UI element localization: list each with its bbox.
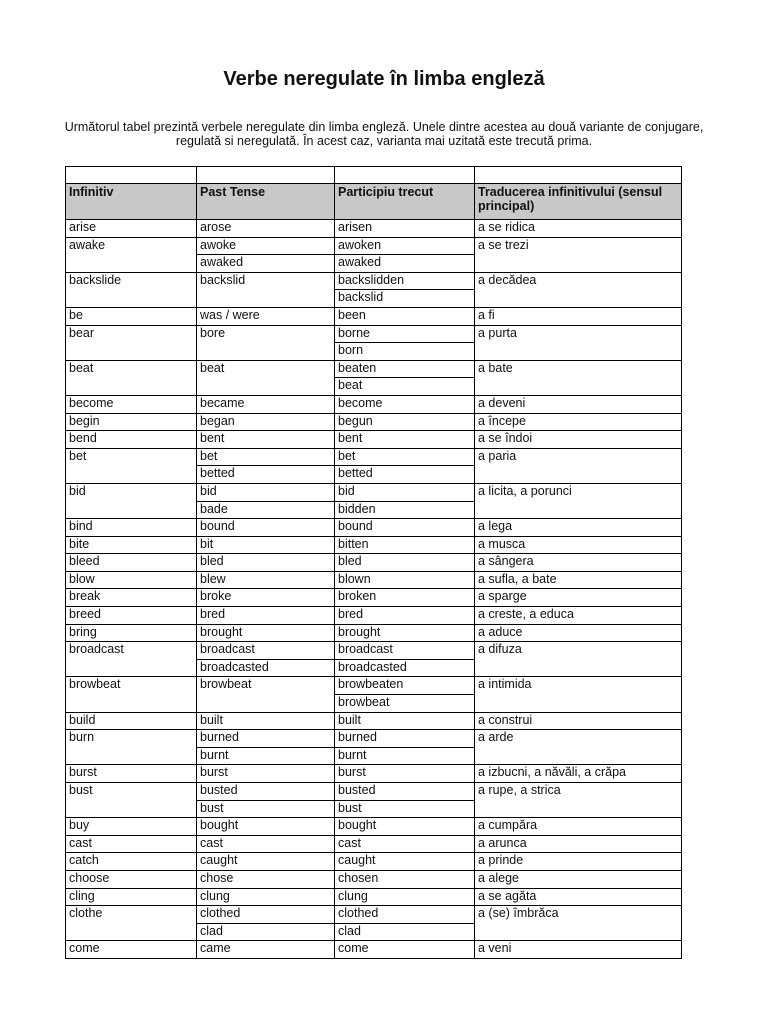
cell-traducere: a paria bbox=[475, 448, 682, 483]
cell-participiu: bled bbox=[335, 554, 475, 572]
cell-infinitiv: begin bbox=[66, 413, 197, 431]
cell-infinitiv: burn bbox=[66, 730, 197, 765]
cell-participiu: brought bbox=[335, 624, 475, 642]
cell-traducere: a construi bbox=[475, 712, 682, 730]
table-row bbox=[66, 712, 682, 730]
cell-participiu: chosen bbox=[335, 870, 475, 888]
table-row bbox=[66, 642, 682, 660]
cell-traducere: a alege bbox=[475, 870, 682, 888]
table-row bbox=[66, 906, 682, 924]
cell-infinitiv: bet bbox=[66, 448, 197, 483]
cell-participiu: arisen bbox=[335, 220, 475, 238]
cell-traducere: a se îndoi bbox=[475, 431, 682, 449]
cell-traducere: a fi bbox=[475, 307, 682, 325]
cell-participiu: bent bbox=[335, 431, 475, 449]
cell-participiu: bet bbox=[335, 448, 475, 466]
cell-participiu: browbeat bbox=[335, 695, 475, 713]
cell-participiu: bitten bbox=[335, 536, 475, 554]
cell-infinitiv: arise bbox=[66, 220, 197, 238]
table-row bbox=[66, 519, 682, 537]
cell-traducere: a izbucni, a năvăli, a crăpa bbox=[475, 765, 682, 783]
cell-traducere: a creste, a educa bbox=[475, 607, 682, 625]
page-title: Verbe neregulate în limba engleză bbox=[223, 68, 545, 90]
cell-past-tense: bred bbox=[197, 607, 335, 625]
cell-participiu: bound bbox=[335, 519, 475, 537]
cell-past-tense: arose bbox=[197, 220, 335, 238]
table-row bbox=[66, 888, 682, 906]
cell-infinitiv: breed bbox=[66, 607, 197, 625]
table-row bbox=[66, 818, 682, 836]
cell-traducere: a arunca bbox=[475, 835, 682, 853]
cell-infinitiv: choose bbox=[66, 870, 197, 888]
cell-past-tense: bet bbox=[197, 448, 335, 466]
cell-traducere: a bate bbox=[475, 360, 682, 395]
table-row bbox=[66, 765, 682, 783]
cell-participiu: busted bbox=[335, 783, 475, 801]
cell-infinitiv: clothe bbox=[66, 906, 197, 941]
cell-participiu: bought bbox=[335, 818, 475, 836]
cell-participiu: clung bbox=[335, 888, 475, 906]
cell-traducere: a cumpăra bbox=[475, 818, 682, 836]
cell-traducere: a prinde bbox=[475, 853, 682, 871]
cell-infinitiv: broadcast bbox=[66, 642, 197, 677]
cell-participiu: browbeaten bbox=[335, 677, 475, 695]
irregular-verbs-table bbox=[65, 166, 682, 959]
cell-past-tense: bent bbox=[197, 431, 335, 449]
header-traducere: Traducerea infinitivului (sensul principal) bbox=[475, 184, 682, 220]
cell-participiu: come bbox=[335, 941, 475, 959]
cell-participiu: borne bbox=[335, 325, 475, 343]
cell-infinitiv: blow bbox=[66, 571, 197, 589]
table-row bbox=[66, 360, 682, 378]
cell-traducere: a veni bbox=[475, 941, 682, 959]
cell-traducere: a sufla, a bate bbox=[475, 571, 682, 589]
cell-past-tense: burst bbox=[197, 765, 335, 783]
cell-traducere: a sparge bbox=[475, 589, 682, 607]
cell-infinitiv: burst bbox=[66, 765, 197, 783]
cell-traducere: a arde bbox=[475, 730, 682, 765]
table-row bbox=[66, 536, 682, 554]
blank-row bbox=[66, 167, 682, 184]
cell-infinitiv: bind bbox=[66, 519, 197, 537]
table-row bbox=[66, 677, 682, 695]
table-row bbox=[66, 220, 682, 238]
table-row bbox=[66, 483, 682, 501]
table-row bbox=[66, 413, 682, 431]
cell-participiu: clad bbox=[335, 923, 475, 941]
cell-participiu: betted bbox=[335, 466, 475, 484]
cell-infinitiv: become bbox=[66, 395, 197, 413]
cell-participiu: bid bbox=[335, 483, 475, 501]
cell-infinitiv: cling bbox=[66, 888, 197, 906]
cell-infinitiv: beat bbox=[66, 360, 197, 395]
cell-traducere: a purta bbox=[475, 325, 682, 360]
cell-infinitiv: bend bbox=[66, 431, 197, 449]
table-row bbox=[66, 624, 682, 642]
cell-participiu: broadcast bbox=[335, 642, 475, 660]
cell-participiu: blown bbox=[335, 571, 475, 589]
table-row bbox=[66, 325, 682, 343]
cell-traducere: a decădea bbox=[475, 272, 682, 307]
table-row bbox=[66, 853, 682, 871]
table-row bbox=[66, 237, 682, 255]
cell-participiu: broken bbox=[335, 589, 475, 607]
cell-participiu: burnt bbox=[335, 747, 475, 765]
cell-infinitiv: catch bbox=[66, 853, 197, 871]
table-row bbox=[66, 307, 682, 325]
table-row bbox=[66, 448, 682, 466]
cell-past-tense: built bbox=[197, 712, 335, 730]
cell-traducere: a deveni bbox=[475, 395, 682, 413]
intro-paragraph: Următorul tabel prezintă verbele neregulate din limba engleză. Unele dintre acestea au două variante de conjugare, regulată si neregulată. În acest caz, varianta mai uzitată este trecută prima. bbox=[64, 120, 704, 148]
cell-participiu: burned bbox=[335, 730, 475, 748]
cell-past-tense: bled bbox=[197, 554, 335, 572]
cell-past-tense: bust bbox=[197, 800, 335, 818]
cell-infinitiv: bid bbox=[66, 483, 197, 518]
cell-past-tense: brought bbox=[197, 624, 335, 642]
cell-past-tense: browbeat bbox=[197, 677, 335, 712]
cell-traducere: a intimida bbox=[475, 677, 682, 712]
cell-past-tense: began bbox=[197, 413, 335, 431]
cell-past-tense: bore bbox=[197, 325, 335, 360]
cell-past-tense: came bbox=[197, 941, 335, 959]
cell-participiu: bidden bbox=[335, 501, 475, 519]
cell-participiu: built bbox=[335, 712, 475, 730]
cell-infinitiv: bring bbox=[66, 624, 197, 642]
cell-past-tense: broke bbox=[197, 589, 335, 607]
cell-past-tense: caught bbox=[197, 853, 335, 871]
cell-traducere: a se trezi bbox=[475, 237, 682, 272]
cell-traducere: a sângera bbox=[475, 554, 682, 572]
table-row bbox=[66, 941, 682, 959]
cell-participiu: broadcasted bbox=[335, 659, 475, 677]
cell-participiu: begun bbox=[335, 413, 475, 431]
cell-past-tense: blew bbox=[197, 571, 335, 589]
table-row bbox=[66, 395, 682, 413]
table-row bbox=[66, 554, 682, 572]
table-row bbox=[66, 730, 682, 748]
cell-past-tense: became bbox=[197, 395, 335, 413]
cell-participiu: bred bbox=[335, 607, 475, 625]
cell-past-tense: bade bbox=[197, 501, 335, 519]
cell-participiu: beaten bbox=[335, 360, 475, 378]
cell-traducere: a aduce bbox=[475, 624, 682, 642]
cell-past-tense: burnt bbox=[197, 747, 335, 765]
cell-past-tense: broadcasted bbox=[197, 659, 335, 677]
cell-participiu: cast bbox=[335, 835, 475, 853]
cell-past-tense: broadcast bbox=[197, 642, 335, 660]
table-row bbox=[66, 870, 682, 888]
cell-traducere: a (se) îmbrăca bbox=[475, 906, 682, 941]
cell-infinitiv: be bbox=[66, 307, 197, 325]
cell-participiu: clothed bbox=[335, 906, 475, 924]
cell-past-tense: bought bbox=[197, 818, 335, 836]
cell-past-tense: bid bbox=[197, 483, 335, 501]
cell-past-tense: bound bbox=[197, 519, 335, 537]
table-header-row bbox=[66, 184, 682, 220]
cell-past-tense: clad bbox=[197, 923, 335, 941]
cell-traducere: a începe bbox=[475, 413, 682, 431]
cell-past-tense: awoke bbox=[197, 237, 335, 255]
table-row bbox=[66, 272, 682, 290]
cell-past-tense: cast bbox=[197, 835, 335, 853]
cell-past-tense: bit bbox=[197, 536, 335, 554]
table-row bbox=[66, 589, 682, 607]
cell-participiu: burst bbox=[335, 765, 475, 783]
cell-traducere: a rupe, a strica bbox=[475, 783, 682, 818]
cell-past-tense: busted bbox=[197, 783, 335, 801]
table-row bbox=[66, 607, 682, 625]
cell-traducere: a difuza bbox=[475, 642, 682, 677]
table-row bbox=[66, 571, 682, 589]
table-row bbox=[66, 783, 682, 801]
cell-traducere: a musca bbox=[475, 536, 682, 554]
cell-traducere: a licita, a porunci bbox=[475, 483, 682, 518]
cell-past-tense: betted bbox=[197, 466, 335, 484]
cell-past-tense: burned bbox=[197, 730, 335, 748]
cell-participiu: awoken bbox=[335, 237, 475, 255]
cell-infinitiv: build bbox=[66, 712, 197, 730]
cell-traducere: a lega bbox=[475, 519, 682, 537]
cell-participiu: beat bbox=[335, 378, 475, 396]
header-infinitiv: Infinitiv bbox=[66, 184, 197, 220]
cell-infinitiv: bust bbox=[66, 783, 197, 818]
cell-infinitiv: come bbox=[66, 941, 197, 959]
cell-participiu: become bbox=[335, 395, 475, 413]
cell-past-tense: was / were bbox=[197, 307, 335, 325]
cell-participiu: bust bbox=[335, 800, 475, 818]
cell-past-tense: clothed bbox=[197, 906, 335, 924]
cell-past-tense: awaked bbox=[197, 255, 335, 273]
cell-infinitiv: awake bbox=[66, 237, 197, 272]
cell-past-tense: clung bbox=[197, 888, 335, 906]
cell-infinitiv: browbeat bbox=[66, 677, 197, 712]
cell-participiu: awaked bbox=[335, 255, 475, 273]
cell-infinitiv: break bbox=[66, 589, 197, 607]
header-past-tense: Past Tense bbox=[197, 184, 335, 220]
cell-past-tense: chose bbox=[197, 870, 335, 888]
cell-participiu: backslid bbox=[335, 290, 475, 308]
table-row bbox=[66, 431, 682, 449]
cell-infinitiv: buy bbox=[66, 818, 197, 836]
cell-past-tense: beat bbox=[197, 360, 335, 395]
cell-traducere: a se agăta bbox=[475, 888, 682, 906]
cell-traducere: a se ridica bbox=[475, 220, 682, 238]
header-participiu: Participiu trecut bbox=[335, 184, 475, 220]
cell-infinitiv: backslide bbox=[66, 272, 197, 307]
cell-participiu: caught bbox=[335, 853, 475, 871]
cell-infinitiv: bite bbox=[66, 536, 197, 554]
table-row bbox=[66, 835, 682, 853]
cell-infinitiv: cast bbox=[66, 835, 197, 853]
cell-participiu: born bbox=[335, 343, 475, 361]
cell-past-tense: backslid bbox=[197, 272, 335, 307]
cell-infinitiv: bear bbox=[66, 325, 197, 360]
cell-participiu: been bbox=[335, 307, 475, 325]
cell-infinitiv: bleed bbox=[66, 554, 197, 572]
cell-participiu: backslidden bbox=[335, 272, 475, 290]
